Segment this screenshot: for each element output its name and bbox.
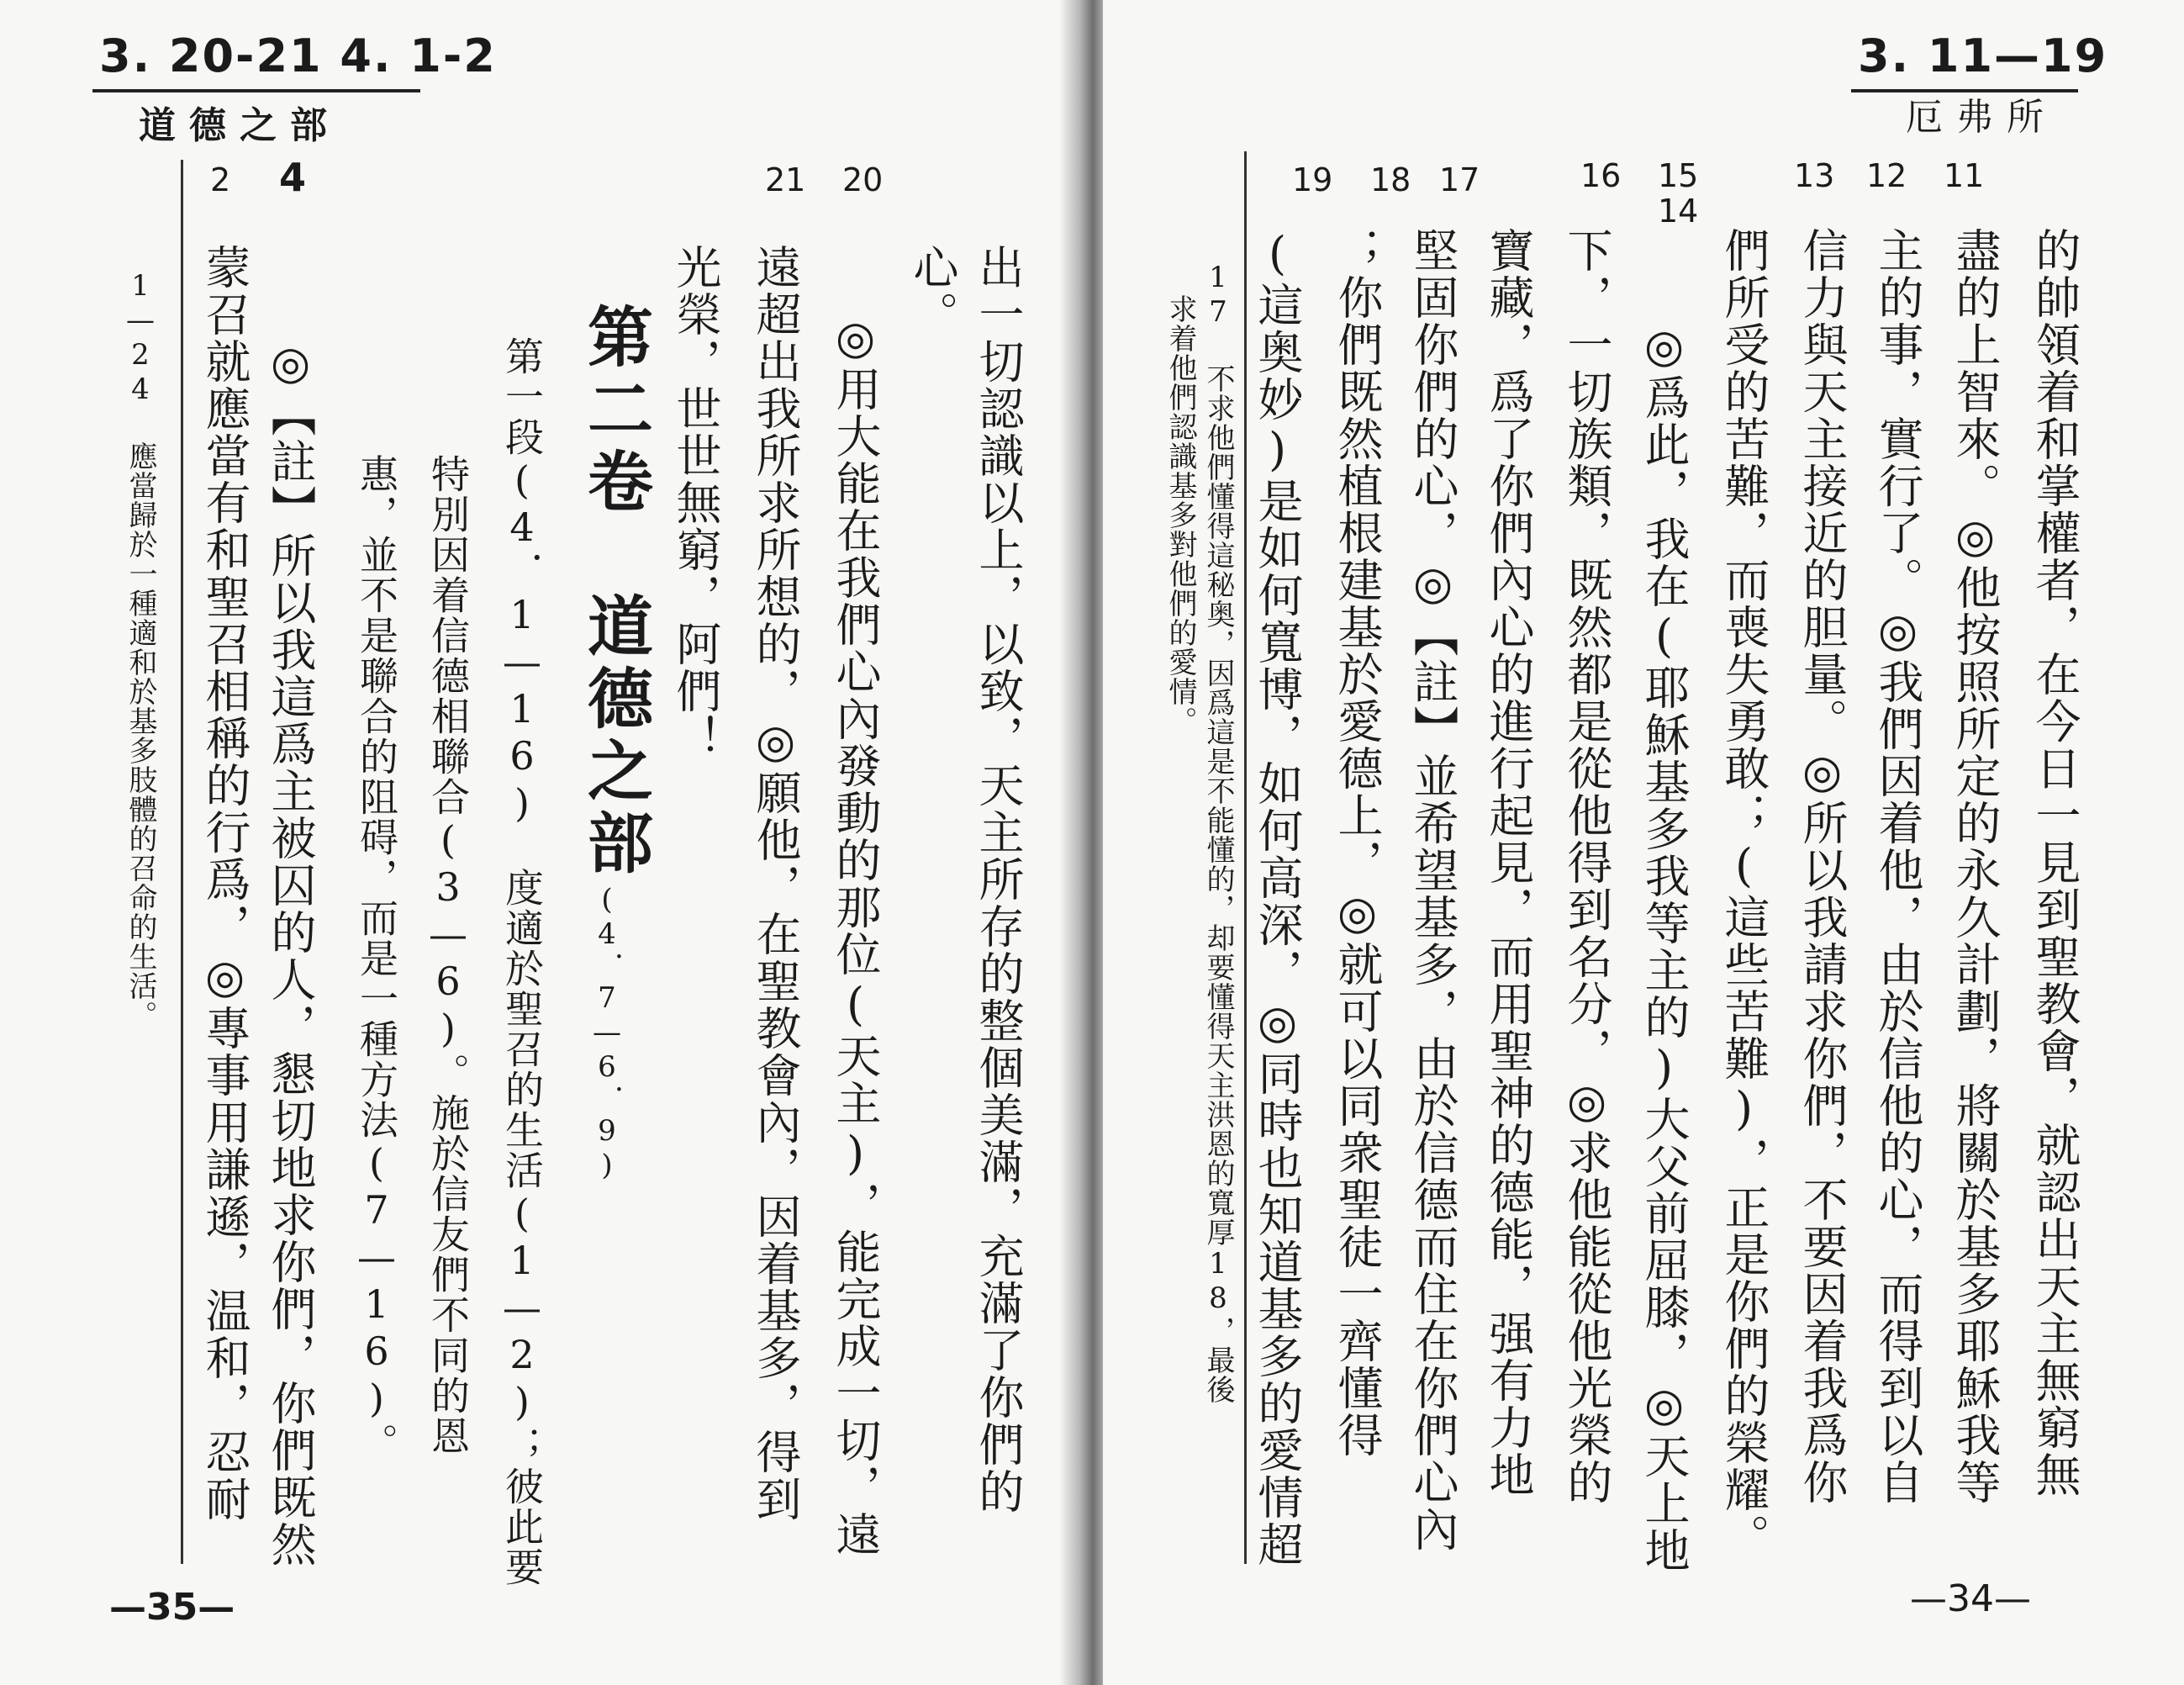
text-column: 下，一切族類，既然都是從他得到名分，◎求他能從他光榮的 <box>1560 227 1613 1506</box>
verse-number: 14 <box>1658 193 1699 230</box>
verse-number: 19 <box>1292 161 1333 198</box>
verse-number: 20 <box>842 161 884 198</box>
footnote: 17 不求他們懂得這秘奥，因爲這是不能懂的，却要懂得天主洪恩的寬厚18，最後 <box>1201 261 1235 1404</box>
text-column: 信力與天主接近的胆量。◎所以我請求你們，不要因着我爲你 <box>1796 227 1849 1506</box>
verse-number: 16 <box>1580 157 1622 194</box>
footnote: 1—24 應當歸於一種適和於基多肢體的召命的生活。 <box>124 269 157 1030</box>
text-column: 特別因着信德相聯合(3—6)。施於信友們不同的恩 <box>425 454 471 1456</box>
footnote-divider <box>181 160 183 1564</box>
text-column: ◎用大能在我們心內發動的那位(天主)，能完成一切，遠 <box>829 311 882 1558</box>
verse-number: 4 <box>279 155 307 200</box>
text-column: 光榮，世世無窮，阿們！ <box>669 244 722 762</box>
book-title: 第二卷 道德之部 <box>577 303 653 881</box>
left-page <box>0 0 1086 1685</box>
text-column: 們所受的苦難，而喪失勇敢；(這些苦難)，正是你們的榮耀。 <box>1717 227 1770 1561</box>
footnote: 求着他們認識基多對他們的愛情。 <box>1163 294 1197 736</box>
text-column: 寶藏，爲了你們內心的進行起見，而用聖神的德能，强有力地 <box>1482 227 1535 1498</box>
page-number: —34— <box>1910 1577 2031 1620</box>
book-range: (4．7—6．9) <box>590 883 624 1183</box>
verse-number: 13 <box>1794 157 1835 194</box>
text-column: 蒙召就應當有和聖召相稱的行爲，◎專事用謙遜，温和，忍耐 <box>198 244 251 1523</box>
footnote-divider <box>1244 151 1247 1564</box>
right-header-range: 3. 11—19 <box>1858 29 2108 82</box>
left-running-head: 道德之部 <box>139 104 340 147</box>
text-column: 出一切認識以上，以致，天主所存的整個美滿，充滿了你們的 <box>972 244 1025 1515</box>
verse-number: 18 <box>1370 161 1411 198</box>
text-column: 心。 <box>906 244 959 338</box>
right-header-rule <box>1851 89 2078 92</box>
right-page <box>1103 0 2184 1685</box>
text-column: 第一段(4．1—16) 度適於聖召的生活(1—2)；彼此要 <box>499 336 545 1587</box>
verse-number: 15 <box>1658 157 1699 194</box>
verse-number: 2 <box>210 161 231 198</box>
text-column: 惠，並不是聯合的阻碍，而是一種方法(7—16)。 <box>354 454 399 1463</box>
verse-number: 11 <box>1944 157 1985 194</box>
left-header-range: 3. 20-21 4. 1-2 <box>99 29 497 82</box>
text-column: 主的事，實行了。◎我們因着他，由於信他的心，而得到以自 <box>1871 227 1924 1506</box>
text-column: (這奥妙)是如何寬博，如何高深，◎同時也知道基多的愛情超 <box>1251 227 1304 1568</box>
text-column: ◎爲此，我在(耶穌基多我等主的)大父前屈膝，◎天上地 <box>1638 320 1691 1574</box>
left-header-rule <box>92 89 420 92</box>
text-column: 遠超出我所求所想的，◎願他，在聖教會內，因着基多，得到 <box>749 244 802 1523</box>
right-running-head: 厄弗所 <box>1906 96 2057 139</box>
verse-number: 17 <box>1439 161 1480 198</box>
text-column: ◎【註】所以我這爲主被囚的人，懇切地求你們，你們既然 <box>264 336 317 1568</box>
verse-number: 21 <box>765 161 806 198</box>
text-column: 盡的上智來。◎他按照所定的永久計劃，將關於基多耶穌我等 <box>1949 227 2002 1506</box>
verse-number: 12 <box>1866 157 1907 194</box>
text-column: ；你們既然植根建基於愛德上，◎就可以同衆聖徒一齊懂得 <box>1331 227 1384 1459</box>
page-number: —35— <box>109 1586 235 1629</box>
text-column: 堅固你們的心，◎【註】並希望基多，由於信德而住在你們心內 <box>1406 227 1459 1553</box>
text-column: 的帥領着和掌權者，在今日一見到聖教會，就認出天主無窮無 <box>2028 227 2081 1498</box>
